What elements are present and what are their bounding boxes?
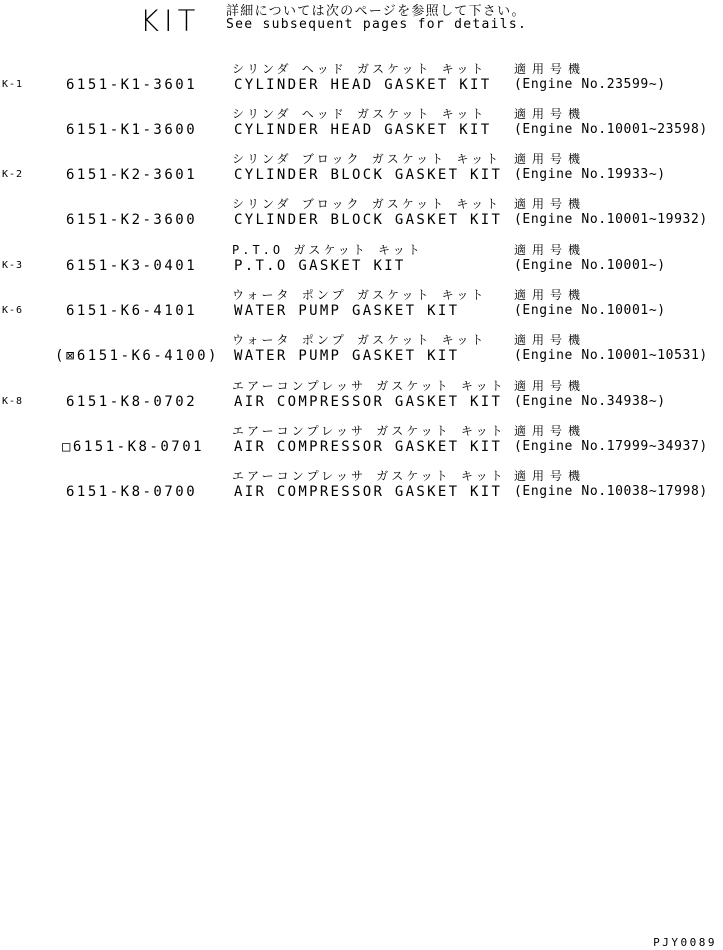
kit-name-japanese: エアーコンプレッサ ガスケット キット [232, 469, 506, 483]
applicability-label: 適用号機 [514, 424, 587, 438]
kit-row [0, 418, 723, 463]
kit-name-english: WATER PUMP GASKET KIT [234, 303, 460, 319]
kit-part-number: 6151-K8-0702 [66, 394, 198, 410]
kit-name-english: WATER PUMP GASKET KIT [234, 348, 460, 364]
kit-row [0, 101, 723, 146]
kit-name-english: AIR COMPRESSOR GASKET KIT [234, 394, 503, 410]
kit-name-english: CYLINDER BLOCK GASKET KIT [234, 212, 503, 228]
applicability-label: 適用号機 [514, 243, 587, 257]
page-code: PJY0089 [653, 936, 717, 949]
kit-applicability: (Engine No.10001~10531) [514, 348, 708, 363]
kit-row [0, 191, 723, 236]
kit-ref: K-6 [2, 305, 24, 316]
kit-part-number: 6151-K3-0401 [66, 258, 198, 274]
kit-name-japanese: シリンダ ブロック ガスケット キット [232, 152, 502, 166]
kit-part-number: 6151-K2-3600 [66, 212, 198, 228]
details-note-japanese: 詳細については次のページを参照して下さい。 [226, 4, 526, 19]
kit-part-number: 6151-K8-0700 [66, 484, 198, 500]
kit-row [0, 327, 723, 372]
kit-ref: K-3 [2, 260, 24, 271]
kit-part-number: 6151-K6-4101 [66, 303, 198, 319]
kit-applicability: (Engine No.10001~19932) [514, 212, 708, 227]
kit-applicability: (Engine No.10001~23598) [514, 122, 708, 137]
applicability-label: 適用号機 [514, 62, 587, 76]
kit-applicability: (Engine No.10001~) [514, 303, 666, 318]
kit-name-japanese: エアーコンプレッサ ガスケット キット [232, 424, 506, 438]
kit-name-japanese: シリンダ ヘッド ガスケット キット [232, 62, 487, 76]
kit-row [0, 463, 723, 508]
page-title: KIT [140, 4, 201, 38]
applicability-label: 適用号機 [514, 469, 587, 483]
kit-row [0, 282, 723, 327]
kit-part-number: 6151-K2-3601 [66, 167, 198, 183]
kit-name-japanese: シリンダ ブロック ガスケット キット [232, 197, 502, 211]
kit-row [0, 56, 723, 101]
kit-name-japanese: ウォータ ポンプ ガスケット キット [232, 288, 487, 302]
kit-row [0, 373, 723, 418]
kit-part-number: □6151-K8-0701 [62, 439, 205, 455]
kit-ref: K-1 [2, 79, 24, 90]
kit-name-english: P.T.O GASKET KIT [234, 258, 406, 274]
applicability-label: 適用号機 [514, 379, 587, 393]
applicability-label: 適用号機 [514, 333, 587, 347]
kit-name-japanese: P.T.O ガスケット キット [232, 243, 423, 257]
applicability-label: 適用号機 [514, 152, 587, 166]
kit-applicability: (Engine No.10038~17998) [514, 484, 708, 499]
kit-applicability: (Engine No.23599~) [514, 77, 666, 92]
kit-name-english: CYLINDER BLOCK GASKET KIT [234, 167, 503, 183]
details-note-english: See subsequent pages for details. [226, 17, 528, 32]
applicability-label: 適用号機 [514, 197, 587, 211]
kit-applicability: (Engine No.10001~) [514, 258, 666, 273]
kit-ref: K-8 [2, 396, 24, 407]
kit-part-number: 6151-K1-3600 [66, 122, 198, 138]
kit-ref: K-2 [2, 169, 24, 180]
kit-name-japanese: エアーコンプレッサ ガスケット キット [232, 379, 506, 393]
kit-name-english: AIR COMPRESSOR GASKET KIT [234, 439, 503, 455]
kit-name-english: CYLINDER HEAD GASKET KIT [234, 77, 492, 93]
applicability-label: 適用号機 [514, 107, 587, 121]
kit-row [0, 146, 723, 191]
kit-applicability: (Engine No.17999~34937) [514, 439, 708, 454]
kit-name-english: CYLINDER HEAD GASKET KIT [234, 122, 492, 138]
applicability-label: 適用号機 [514, 288, 587, 302]
kit-applicability: (Engine No.34938~) [514, 394, 666, 409]
kit-name-english: AIR COMPRESSOR GASKET KIT [234, 484, 503, 500]
kit-part-number: 6151-K1-3601 [66, 77, 198, 93]
kit-name-japanese: シリンダ ヘッド ガスケット キット [232, 107, 487, 121]
kit-row [0, 237, 723, 282]
kit-applicability: (Engine No.19933~) [514, 167, 666, 182]
kit-name-japanese: ウォータ ポンプ ガスケット キット [232, 333, 487, 347]
kit-part-number: (⊠6151-K6-4100) [55, 348, 219, 364]
